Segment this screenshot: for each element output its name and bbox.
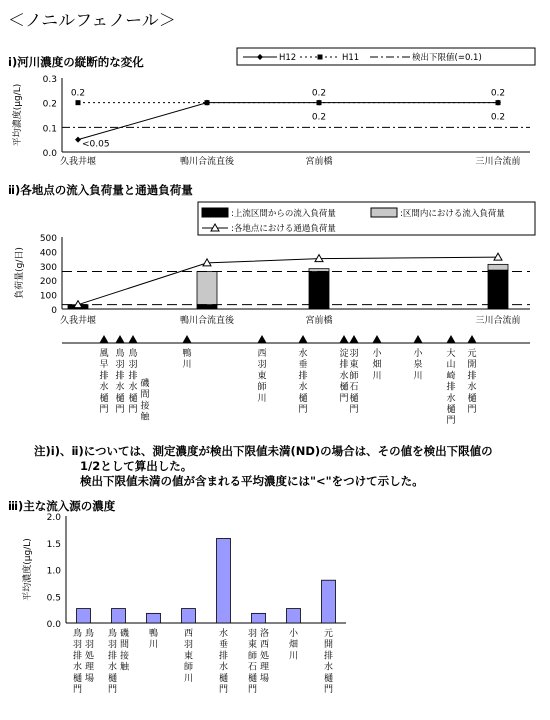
inflow-source-label-char: 川 [413, 371, 423, 382]
y-axis-title: 平均濃度(μg/L) [13, 83, 23, 147]
legend-passing-label: :各地点における通過負荷量 [231, 224, 336, 234]
inflow-source-label-char: 水 [298, 349, 308, 359]
inflow-source-label [128, 347, 137, 415]
inflow-source-label-char: 樋 [349, 393, 359, 404]
source-category-sublabel-char: 理 [259, 662, 270, 673]
source-category-sublabel-char: 処 [259, 651, 270, 662]
section-1-heading: ⅰ)河川濃度の縦断的な変化 [8, 55, 144, 69]
y-tick-label: 0.3 [42, 75, 57, 85]
source-category-label-char: 水 [218, 662, 229, 673]
source-category-label-char: 水 [72, 662, 83, 673]
inflow-source-label-char: 小 [372, 349, 382, 359]
source-category-label-char: 鳥 [107, 629, 118, 639]
inflow-source-marker [116, 336, 124, 343]
passing-load-point [494, 253, 502, 260]
source-category-label [108, 627, 117, 695]
legend-h11-marker [318, 55, 323, 60]
inflow-source-label [257, 348, 266, 404]
concentration-line-chart [11, 48, 535, 167]
inflow-source-label-char: 門 [467, 405, 477, 415]
y-tick-label: 0 [51, 306, 57, 316]
source-category-label-char: 羽 [247, 629, 258, 639]
x-category-label: 鴨川合流直後 [179, 316, 235, 326]
source-category-sublabel-char: 間 [119, 640, 130, 651]
bar-section [197, 272, 217, 305]
inflow-source-label-char: 水 [339, 371, 349, 382]
source-bar [287, 609, 301, 623]
inflow-source-label-char: 排 [298, 371, 308, 382]
inflow-source-label-char: 淀 [339, 349, 349, 359]
y-tick-label: 0.2 [42, 99, 57, 110]
inflow-source-label [372, 347, 382, 381]
source-bar [322, 580, 336, 623]
source-category-label-char: 師 [183, 662, 194, 673]
source-category-label-char: 羽 [72, 640, 83, 651]
section-3-heading: ⅲ)主な流入源の濃度 [8, 499, 116, 513]
data-label-h11: 0.2 [311, 88, 327, 99]
y-tick-label: 1.5 [46, 539, 61, 550]
source-category-sublabel [85, 627, 94, 684]
inflow-source-label-char: 水 [128, 382, 138, 393]
source-category-label-char: 排 [107, 651, 118, 662]
source-category-label-char: 樋 [107, 673, 118, 684]
x-category-label: 久我井堰 [59, 316, 97, 326]
inflow-source-label-char: 樋 [128, 393, 138, 404]
x-category-label: 宮前橋 [305, 316, 333, 326]
inflow-source-label-char: 樋 [99, 393, 109, 404]
inflow-source-marker [299, 336, 307, 343]
inflow-source-label-char: 門 [298, 405, 308, 415]
source-category-label-char: 樋 [323, 673, 334, 684]
inflow-source-label-char: 崎 [446, 371, 456, 382]
inflow-source-label-char: 羽 [349, 349, 359, 359]
inflow-source-label-char: 排 [446, 382, 456, 393]
inflow-source-marker [373, 336, 381, 343]
inflow-source-label-char: 早 [99, 360, 109, 371]
inflow-source-marker [414, 336, 422, 343]
inflow-source-label-char: 門 [115, 405, 125, 415]
x-category-label: 三川合流前 [475, 157, 521, 167]
source-bar [77, 609, 91, 623]
source-category-label-char: 水 [218, 629, 229, 639]
y-tick-label: 400 [39, 248, 57, 259]
source-category-sublabel-char: 羽 [84, 640, 95, 651]
inflow-source-label-char: 門 [339, 393, 349, 404]
inflow-source-label-char: 羽 [128, 360, 138, 371]
inflow-source-label-char: 水 [446, 393, 456, 404]
source-category-sublabel-char: 場 [259, 673, 270, 684]
inflow-extra-label-char: 接 [140, 401, 150, 412]
inflow-source-label-char: 鳥 [128, 349, 138, 359]
source-category-sublabel-char: 場 [84, 673, 95, 684]
source-category-label-char: 門 [323, 685, 334, 695]
source-category-label-char: 樋 [247, 673, 258, 684]
inflow-source-label-char: 排 [128, 371, 138, 382]
passing-load-line [78, 257, 498, 305]
data-label-h11: 0.2 [490, 88, 506, 99]
inflow-source-label-char: 門 [128, 405, 138, 415]
source-category-label [219, 627, 228, 695]
inflow-source-label-char: 樋 [339, 382, 349, 393]
y-tick-label: 300 [39, 262, 57, 273]
inflow-source-label-char: 排 [339, 360, 349, 371]
inflow-source-marker [183, 336, 191, 343]
inflow-extra-label-char: 間 [140, 390, 150, 401]
source-category-label-char: 鳥 [72, 629, 83, 639]
section-2-heading: ⅱ)各地点の流入負荷量と通過負荷量 [8, 183, 193, 197]
data-label-h12: 0.2 [490, 112, 506, 123]
series-h11-point [76, 100, 81, 105]
inflow-source-marker [350, 336, 358, 343]
inflow-source-marker [129, 336, 137, 343]
source-category-label [289, 627, 299, 661]
source-category-sublabel-char: 接 [119, 651, 130, 662]
source-category-label-char: 門 [107, 685, 118, 695]
inflow-source-label [467, 348, 476, 415]
x-category-label: 久我井堰 [59, 157, 97, 167]
source-category-label-char: 水 [107, 662, 118, 673]
source-category-label-char: 門 [218, 685, 229, 695]
inflow-source-label-char: 門 [446, 416, 456, 427]
source-bar [182, 609, 196, 623]
inflow-source-label-char: 羽 [115, 360, 125, 371]
source-bar [147, 613, 161, 623]
inflow-source-label-char: 石 [349, 382, 359, 393]
inflow-source-label [339, 347, 348, 404]
source-category-label-char: 川 [148, 640, 159, 651]
page-title: ＜ノニルフェノール＞ [8, 11, 176, 31]
y-tick-label: 100 [39, 291, 57, 302]
inflow-source-label [298, 347, 307, 415]
legend-upstream-label: :上流区間からの流入負荷量 [231, 209, 336, 219]
inflow-extra-label-char: 磯 [140, 379, 150, 389]
inflow-extra-label [140, 377, 150, 423]
footnote-line-1: 注)ⅰ)、ⅱ)については、測定濃度が検出下限値未満(ND)の場合は、その値を検出下限値の [34, 444, 493, 458]
inflow-source-label-char: 東 [257, 371, 267, 382]
source-category-label-char: 排 [323, 651, 334, 662]
series-h12-point [75, 137, 81, 143]
inflow-source-label-char: 小 [413, 349, 423, 359]
inflow-source-marker [100, 336, 108, 343]
source-category-label [324, 628, 333, 695]
legend-h12-label: H12 [279, 53, 297, 63]
source-bar [112, 609, 126, 623]
inflow-source-label-char: 川 [257, 393, 267, 404]
source-category-label [73, 627, 82, 695]
inflow-source-label [446, 347, 455, 426]
inflow-source-label-char: 水 [99, 382, 109, 393]
legend-upstream-swatch [202, 208, 228, 217]
source-category-sublabel-char: 処 [84, 651, 95, 662]
source-bar [252, 613, 266, 623]
x-category-label: 三川合流前 [475, 316, 521, 326]
inflow-source-label-char: 樋 [115, 393, 125, 404]
bar-upstream [197, 305, 217, 309]
inflow-source-label-char: 元 [467, 349, 477, 359]
legend-threshold-label: 検出下限値(=0.1) [412, 53, 482, 63]
inflow-source-label [115, 347, 124, 415]
y-tick-label: 0.0 [46, 620, 61, 630]
source-category-label-char: 開 [323, 640, 334, 651]
y-tick-label: 0.0 [42, 149, 57, 159]
source-category-label-char: 畑 [288, 640, 299, 651]
inflow-source-label-char: 水 [298, 382, 308, 393]
data-label-h12: 0.2 [311, 112, 327, 123]
source-category-label-char: 水 [323, 662, 334, 673]
x-category-label: 宮前橋 [305, 157, 333, 167]
source-category-label-char: 東 [183, 651, 194, 662]
source-category-sublabel-char: 洛 [259, 629, 270, 639]
inflow-source-label-char: 風 [99, 349, 109, 359]
inflow-source-label-char: 川 [372, 371, 382, 382]
inflow-source-label [349, 348, 358, 415]
source-category-label-char: 門 [72, 685, 83, 695]
source-category-sublabel-char: 理 [84, 662, 95, 673]
inflow-source-label-char: 開 [467, 360, 477, 371]
source-category-label-char: 小 [288, 629, 299, 639]
inflow-source-label-char: 排 [115, 371, 125, 382]
source-category-label [248, 628, 257, 695]
inflow-source-label-char: 師 [349, 371, 359, 382]
y-tick-label: 2.0 [46, 513, 61, 523]
inflow-source-label-char: 師 [257, 382, 267, 393]
bar-upstream [309, 272, 329, 309]
footnote-line-3: 検出下限値未満の値が含まれる平均濃度には"<"をつけて示した。 [80, 474, 424, 488]
source-category-label-char: 排 [218, 651, 229, 662]
source-concentration-bar-chart [21, 513, 346, 695]
legend-h11-label: H11 [342, 53, 360, 63]
source-category-label-char: 川 [183, 673, 194, 684]
inflow-source-label-char: 山 [446, 360, 456, 371]
source-category-label-char: 川 [288, 651, 299, 662]
source-category-label-char: 樋 [72, 673, 83, 684]
inflow-source-marker [258, 336, 266, 343]
inflow-source-marker [468, 336, 476, 343]
x-category-label: 鴨川合流直後 [179, 157, 235, 167]
source-category-label [184, 628, 193, 684]
source-category-label-char: 鴨 [148, 629, 159, 639]
inflow-source-label-char: 排 [99, 371, 109, 382]
inflow-source-label-char: 門 [99, 405, 109, 415]
inflow-source-label [182, 347, 191, 370]
inflow-source-label-char: 樋 [467, 393, 477, 404]
data-label-h11: 0.2 [70, 88, 86, 99]
inflow-source-label-char: 排 [467, 371, 477, 382]
source-category-label-char: 樋 [218, 673, 229, 684]
inflow-source-label-char: 西 [257, 349, 267, 359]
inflow-source-label-char: 泉 [413, 360, 423, 371]
inflow-source-label-char: 大 [446, 349, 456, 359]
legend-section-swatch [371, 208, 397, 217]
inflow-source-label-char: 東 [349, 360, 359, 371]
source-category-label-char: 門 [247, 685, 258, 695]
inflow-source-marker [447, 336, 455, 343]
y-axis-title: 負荷量(g/日) [15, 247, 25, 299]
inflow-source-label-char: 畑 [372, 360, 382, 371]
source-category-label-char: 元 [323, 629, 334, 639]
y-tick-label: 0.5 [46, 593, 61, 604]
y-tick-label: 500 [39, 234, 57, 244]
inflow-source-label [99, 348, 108, 415]
inflow-source-label-char: 羽 [257, 360, 267, 371]
inflow-source-label-char: 水 [115, 382, 125, 393]
source-category-label-char: 排 [72, 651, 83, 662]
series-h12-line [78, 103, 498, 140]
data-label-h12: <0.05 [82, 139, 110, 150]
bar-section [488, 264, 508, 270]
source-category-label-char: 石 [247, 662, 258, 673]
source-category-label-char: 西 [183, 629, 194, 639]
source-bar [217, 538, 231, 623]
y-tick-label: 200 [39, 277, 57, 288]
inflow-source-label-char: 川 [182, 360, 192, 371]
source-category-label-char: 羽 [183, 640, 194, 651]
load-bar-chart [13, 202, 535, 426]
source-category-label-char: 羽 [107, 640, 118, 651]
source-category-sublabel-char: 西 [259, 640, 270, 651]
source-category-sublabel-char: 触 [119, 662, 130, 673]
source-category-label-char: 師 [247, 651, 258, 662]
inflow-source-label-char: 垂 [298, 360, 308, 371]
inflow-source-label-char: 鳥 [115, 349, 125, 359]
source-category-label-char: 垂 [218, 640, 229, 651]
legend-section-label: :区間内における流入負荷量 [400, 209, 505, 219]
inflow-source-marker [340, 336, 348, 343]
y-tick-label: 0.1 [42, 124, 57, 135]
inflow-extra-label-char: 触 [140, 412, 150, 423]
y-axis-title: 平均濃度(μg/L) [23, 538, 33, 601]
inflow-source-label-char: 樋 [446, 405, 456, 415]
source-category-label-char: 東 [247, 640, 258, 651]
inflow-source-label [413, 347, 423, 381]
bar-upstream [488, 270, 508, 309]
inflow-source-label-char: 門 [349, 405, 359, 415]
y-tick-label: 1.0 [46, 566, 61, 577]
source-category-sublabel [260, 627, 269, 684]
source-category-sublabel-char: 磯 [119, 629, 130, 639]
source-category-label [149, 627, 158, 650]
inflow-source-label-char: 鴨 [182, 349, 192, 359]
footnote-line-2: 1/2として算出した。 [80, 459, 193, 473]
inflow-source-label-char: 樋 [298, 393, 308, 404]
source-category-sublabel [120, 627, 130, 673]
inflow-source-label-char: 水 [467, 382, 477, 393]
source-category-sublabel-char: 鳥 [84, 629, 95, 639]
